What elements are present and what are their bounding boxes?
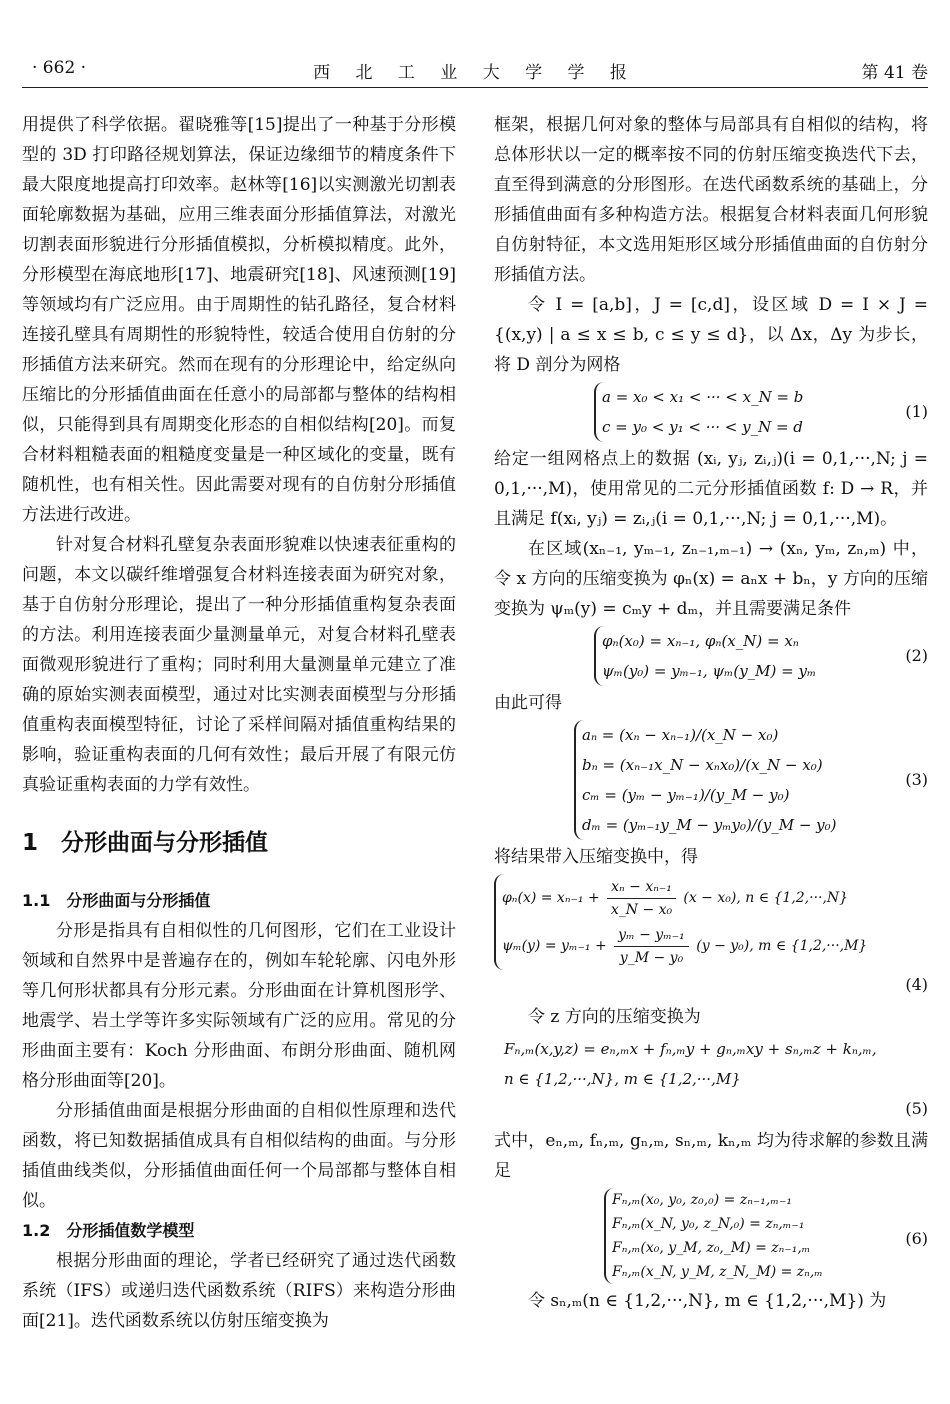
page-number: · 662 · bbox=[32, 58, 87, 78]
equation-part: (x − x₀), n ∈ {1,2,···,N} bbox=[683, 890, 849, 906]
right-column bbox=[494, 110, 928, 1316]
section-heading: 1 分形曲面与分形插值 bbox=[22, 830, 269, 856]
equation-number: (1) bbox=[905, 402, 928, 421]
equation-number: (3) bbox=[905, 770, 928, 789]
equation-1 bbox=[594, 382, 928, 442]
paragraph: 令 z 方向的压缩变换为 bbox=[528, 1007, 701, 1027]
header-rule bbox=[22, 87, 928, 88]
fraction bbox=[607, 876, 676, 921]
paragraph: 式中，eₙ,ₘ, fₙ,ₘ, gₙ,ₘ, sₙ,ₘ, kₙ,ₘ 均为待求解的参数且满足 bbox=[494, 1131, 928, 1181]
paragraph: 根据分形曲面的理论，学者已经研究了通过迭代函数系统（IFS）或递归迭代函数系统（RIFS）来构造分形曲面[21]。迭代函数系统以仿射压缩变换为 bbox=[22, 1251, 456, 1331]
numerator: xₙ − xₙ₋₁ bbox=[607, 876, 676, 899]
equation-number: (2) bbox=[905, 646, 928, 665]
denominator: y_M − y₀ bbox=[619, 949, 684, 966]
equation-line: dₘ = (yₘ₋₁y_M − yₘy₀)/(y_M − y₀) bbox=[582, 816, 837, 834]
subsection-heading: 1.1 分形曲面与分形插值 bbox=[22, 891, 211, 910]
equation-5 bbox=[494, 1034, 928, 1124]
equation-2 bbox=[594, 626, 928, 686]
equation-line: Fₙ,ₘ(x,y,z) = eₙ,ₘx + fₙ,ₘy + gₙ,ₘxy + sₙ,ₘz + kₙ,ₘ, bbox=[504, 1040, 877, 1058]
numerator: yₘ − yₘ₋₁ bbox=[614, 924, 689, 947]
left-column bbox=[22, 110, 456, 1336]
volume-label: 第 41 卷 bbox=[861, 63, 928, 83]
equation-4 bbox=[494, 874, 928, 1000]
paragraph: 在区域(xₙ₋₁, yₘ₋₁, zₙ₋₁,ₘ₋₁) → (xₙ, yₘ, zₙ,ₘ) 中，令 x 方向的压缩变换为 φₙ(x) = aₙx + bₙ，y 方向的压缩变换为 ψₘ(y) = cₘy + dₘ，并且需要满足条件 bbox=[494, 539, 928, 619]
paragraph: 分形是指具有自相似性的几何图形，它们在工业设计领域和自然界中是普遍存在的，例如车轮轮廓、闪电外形等几何形状都具有分形元素。分形曲面在计算机图形学、地震学、岩土学等许多实际领域有广泛的应用。常见的分形曲面主要有：Koch 分形曲面、布朗分形曲面、随机网格分形曲面等[20]。 bbox=[22, 921, 456, 1091]
subsection-heading: 1.2 分形插值数学模型 bbox=[22, 1221, 195, 1240]
equation-part: (y − y₀), m ∈ {1,2,···,M} bbox=[696, 938, 868, 954]
equation-line: ψₘ(y₀) = yₘ₋₁, ψₘ(y_M) = yₘ bbox=[602, 662, 817, 680]
equation-line: Fₙ,ₘ(x₀, y₀, z₀,₀) = zₙ₋₁,ₘ₋₁ bbox=[612, 1192, 792, 1208]
equation-number: (5) bbox=[905, 1099, 928, 1118]
equation-line: c = y₀ < y₁ < ··· < y_N = d bbox=[602, 418, 803, 436]
equation-3 bbox=[574, 720, 928, 840]
equation-line: cₘ = (yₘ − yₘ₋₁)/(y_M − y₀) bbox=[582, 786, 790, 804]
equation-number: (6) bbox=[905, 1229, 928, 1248]
equation-line: φₙ(x₀) = xₙ₋₁, φₙ(x_N) = xₙ bbox=[602, 632, 799, 650]
paragraph: 用提供了科学依据。翟晓雅等[15]提出了一种基于分形模型的 3D 打印路径规划算法，保证边缘细节的精度条件下最大限度地提高打印效率。赵林等[16]以实测激光切割表面轮廓数据为基础，应用三维表面分形插值算法，对激光切割表面形貌进行分形插值模拟，分析模拟精度。此外，分形模型在海底地形[17]、地震研究[18]、风速预测[19]等领域均有广泛应用。由于周期性的钻孔路径，复合材料连接孔壁具有周期性的形貌特性，较适合使用自仿射的分形插值方法来研究。然而在现有的分形理论中，给定纵向压缩比的分形插值曲面在任意小的局部都与整体的结构相似，只能得到具有周期变化形态的自相似结构[20]。而复合材料粗糙表面的粗糙度变量是一种区域化的变量，既有随机性，也有相关性。因此需要对现有的自仿射分形插值方法进行改进。 bbox=[22, 115, 456, 525]
equation-6 bbox=[604, 1188, 928, 1284]
equation-line: Fₙ,ₘ(x_N, y₀, z_N,₀) = zₙ,ₘ₋₁ bbox=[612, 1216, 805, 1232]
equation-part: φₙ(x) = xₙ₋₁ + bbox=[502, 890, 600, 906]
equation-number: (4) bbox=[905, 975, 928, 994]
paragraph: 由此可得 bbox=[494, 693, 562, 713]
paragraph: 分形插值曲面是根据分形曲面的自相似性原理和迭代函数，将已知数据插值成具有自相似结构的曲面。与分形插值曲线类似，分形插值曲面任何一个局部都与整体自相似。 bbox=[22, 1101, 456, 1211]
equation-part: ψₘ(y) = yₘ₋₁ + bbox=[502, 938, 607, 954]
paragraph: 给定一组网格点上的数据 (xᵢ, yⱼ, zᵢ,ⱼ)(i = 0,1,···,N; j = 0,1,···,M)，使用常见的二元分形插值函数 f: D → R，并且满足 f(xᵢ, yⱼ) = zᵢ,ⱼ(i = 0,1,···,N; j = 0,1,···,M)。 bbox=[494, 449, 928, 529]
page-header bbox=[22, 58, 928, 88]
paragraph: 令 sₙ,ₘ(n ∈ {1,2,···,N}, m ∈ {1,2,···,M}) 为 bbox=[528, 1291, 887, 1311]
denominator: x_N − x₀ bbox=[610, 901, 673, 918]
journal-title: 西 北 工 业 大 学 学 报 bbox=[313, 63, 637, 83]
equation-line: bₙ = (xₙ₋₁x_N − xₙx₀)/(x_N − x₀) bbox=[582, 756, 823, 774]
equation-line: aₙ = (xₙ − xₙ₋₁)/(x_N − x₀) bbox=[582, 726, 779, 744]
paragraph: 令 I = [a,b]，J = [c,d]，设区域 D = I × J = {(x,y) | a ≤ x ≤ b, c ≤ y ≤ d}，以 Δx，Δy 为步长，将 D 剖分为网格 bbox=[494, 295, 928, 375]
equation-line: Fₙ,ₘ(x₀, y_M, z₀,_M) = zₙ₋₁,ₘ bbox=[612, 1240, 811, 1256]
paragraph: 框架，根据几何对象的整体与局部具有自相似的结构，将总体形状以一定的概率按不同的仿射压缩变换迭代下去，直至得到满意的分形图形。在迭代函数系统的基础上，分形插值曲面有多种构造方法。根据复合材料表面几何形貌自仿射特征，本文选用矩形区域分形插值曲面的自仿射分形插值方法。 bbox=[494, 115, 928, 285]
paragraph: 将结果带入压缩变换中，得 bbox=[494, 847, 698, 867]
equation-line: Fₙ,ₘ(x_N, y_M, z_N,_M) = zₙ,ₘ bbox=[612, 1264, 823, 1280]
fraction bbox=[614, 924, 689, 969]
equation-line: a = x₀ < x₁ < ··· < x_N = b bbox=[602, 388, 804, 406]
equation-line: n ∈ {1,2,···,N}, m ∈ {1,2,···,M} bbox=[504, 1070, 741, 1088]
paragraph: 针对复合材料孔壁复杂表面形貌难以快速表征重构的问题，本文以碳纤维增强复合材料连接表面为研究对象，基于自仿射分形理论，提出了一种分形插值重构复杂表面的方法。利用连接表面少量测量单元，对复合材料孔壁表面微观形貌进行了重构；同时利用大量测量单元建立了准确的原始实测表面模型，通过对比实测表面模型与分形插值重构表面模型特征，讨论了采样间隔对插值重构结果的影响，验证重构表面的几何有效性；最后开展了有限元仿真验证重构表面的力学有效性。 bbox=[22, 535, 456, 795]
